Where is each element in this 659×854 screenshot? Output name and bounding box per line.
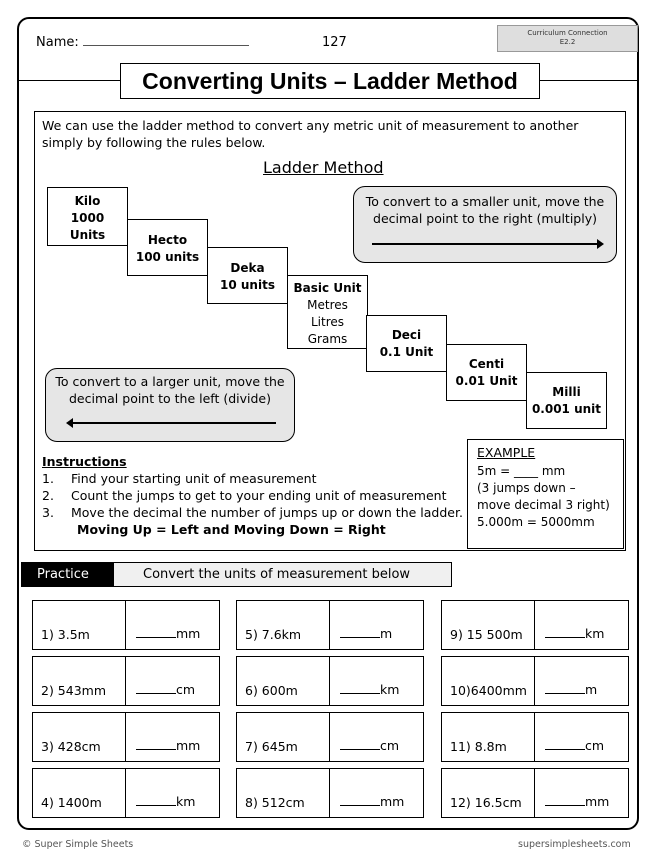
practice-card: 12) 16.5cm mm	[441, 768, 629, 818]
ladder-step-deka: Deka 10 units	[207, 247, 288, 304]
answer-field[interactable]: cm	[535, 713, 628, 761]
practice-card: 2) 543mm cm	[32, 656, 220, 706]
answer-field[interactable]: cm	[330, 713, 423, 761]
page-title: Converting Units – Ladder Method	[120, 63, 540, 99]
instruction-step: 2. Count the jumps to get to your ending unit of measurement	[42, 488, 447, 503]
page-number: 127	[322, 35, 347, 50]
footer-copyright: © Super Simple Sheets	[22, 839, 134, 850]
smaller-unit-note: To convert to a smaller unit, move the decimal point to the right (multiply)	[353, 186, 617, 263]
answer-field[interactable]: mm	[535, 769, 628, 817]
name-line[interactable]	[83, 35, 249, 46]
practice-card: 9) 15 500m km	[441, 600, 629, 650]
footer-website[interactable]: supersimplesheets.com	[518, 839, 631, 850]
example-line: 5m = ____ mm	[477, 464, 566, 478]
answer-field[interactable]: mm	[126, 713, 219, 761]
ladder-heading: Ladder Method	[263, 158, 384, 177]
instructions	[42, 453, 463, 538]
answer-field[interactable]: m	[535, 657, 628, 705]
answer-field[interactable]: mm	[126, 601, 219, 649]
instruction-step: 1. Find your starting unit of measurement	[42, 471, 317, 486]
answer-field[interactable]: km	[330, 657, 423, 705]
instructions-heading: Instructions	[42, 454, 127, 469]
example-line: move decimal 3 right)	[477, 498, 610, 512]
example-line: 5.000m = 5000mm	[477, 515, 595, 529]
curriculum-connection: Curriculum Connection E2.2	[497, 25, 638, 52]
practice-card: 3) 428cm mm	[32, 712, 220, 762]
arrow-right-icon	[372, 243, 602, 245]
practice-card: 6) 600m km	[236, 656, 424, 706]
ladder-step-centi: Centi 0.01 Unit	[446, 344, 527, 401]
larger-unit-note: To convert to a larger unit, move the decimal point to the left (divide)	[45, 368, 295, 442]
answer-field[interactable]: cm	[126, 657, 219, 705]
arrow-left-icon	[68, 422, 276, 424]
ladder-step-deci: Deci 0.1 Unit	[366, 315, 447, 372]
practice-card: 10)6400mm m	[441, 656, 629, 706]
practice-card: 8) 512cm mm	[236, 768, 424, 818]
answer-field[interactable]: km	[535, 601, 628, 649]
practice-card: 4) 1400m km	[32, 768, 220, 818]
name-label: Name:	[36, 35, 79, 50]
example-box	[467, 439, 624, 549]
answer-field[interactable]: km	[126, 769, 219, 817]
instruction-step: 3. Move the decimal the number of jumps up or down the ladder.	[42, 505, 463, 520]
answer-field[interactable]: mm	[330, 769, 423, 817]
practice-card: 7) 645m cm	[236, 712, 424, 762]
practice-instruction: Convert the units of measurement below	[113, 562, 452, 587]
ladder-step-hecto: Hecto 100 units	[127, 219, 208, 276]
answer-field[interactable]: m	[330, 601, 423, 649]
ladder-step-kilo: Kilo 1000 Units	[47, 187, 128, 246]
ladder-step-milli: Milli 0.001 unit	[526, 372, 607, 429]
practice-tab: Practice	[21, 562, 113, 587]
instruction-rule: Moving Up = Left and Moving Down = Right	[77, 522, 386, 537]
intro-text: We can use the ladder method to convert any metric unit of measurement to another simply by following the rules below.	[42, 118, 579, 150]
practice-card: 11) 8.8m cm	[441, 712, 629, 762]
example-line: (3 jumps down –	[477, 481, 576, 495]
example-heading: EXAMPLE	[477, 445, 536, 460]
practice-card: 1) 3.5m mm	[32, 600, 220, 650]
name-field[interactable]	[36, 35, 249, 50]
practice-card: 5) 7.6km m	[236, 600, 424, 650]
ladder-step-basic-unit: Basic Unit Metres Litres Grams	[287, 275, 368, 349]
